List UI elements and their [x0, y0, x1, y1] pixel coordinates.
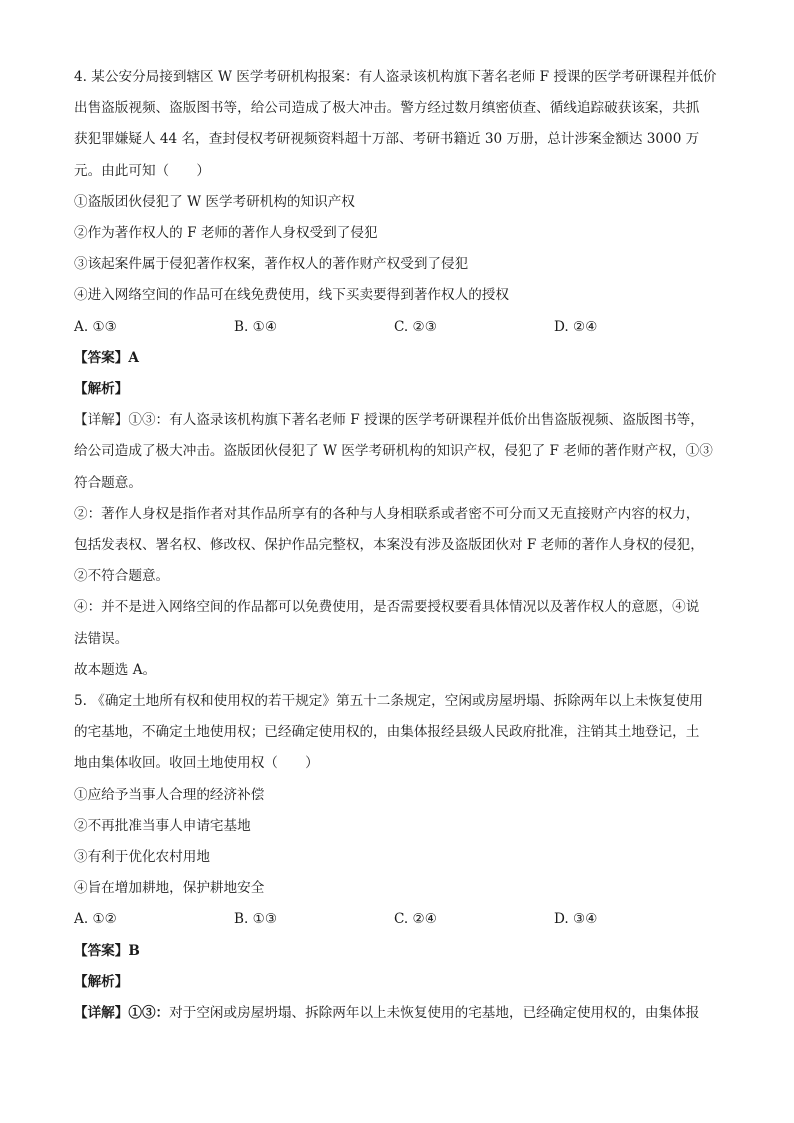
- q4-detail-line: ④：并不是进入网络空间的作品都可以免费使用，是否需要授权要看具体情况以及著作权人的意愿，④说: [74, 599, 700, 616]
- q4-statement-1: ①盗版团伙侵犯了 W 医学考研机构的知识产权: [74, 193, 355, 210]
- q4-detail-line: 法错误。: [74, 630, 129, 647]
- page-content: [74, 62, 724, 1029]
- q4-options: [74, 312, 724, 343]
- q5-detail-line: [74, 998, 724, 1029]
- q4-stem-line: 出售盗版视频、盗版图书等，给公司造成了极大冲击。警方经过数月缜密侦查、循线追踪破获该案，共抓: [74, 100, 700, 117]
- q5-option-a: A. ①②: [74, 911, 117, 928]
- q4-option-c: C. ②③: [394, 318, 437, 335]
- q4-detail-line: ②不符合题意。: [74, 568, 170, 585]
- q5-statement-4: ④旨在增加耕地，保护耕地安全: [74, 880, 265, 897]
- q4-detail-line: ②：著作人身权是指作者对其作品所享有的各种与人身相联系或者密不可分而又无直接财产内容的权力，: [74, 505, 700, 522]
- q4-detail-line: 给公司造成了极大冲击。盗版团伙侵犯了 W 医学考研机构的知识产权，侵犯了 F 老师的著作财产权，①③: [74, 443, 713, 460]
- q4-stem-line: 元。由此可知（ ）: [74, 162, 210, 179]
- q5-option-b: B. ①③: [234, 911, 278, 928]
- question-5: [74, 686, 724, 1029]
- q5-detail-text: 对于空闲或房屋坍塌、拆除两年以上未恢复使用的宅基地，已经确定使用权的，由集体报: [169, 1005, 700, 1022]
- q5-stem-line: 5. 《确定土地所有权和使用权的若干规定》第五十二条规定，空闲或房屋坍塌、拆除两年以上未恢复使用: [74, 693, 704, 710]
- q5-detail-label: 【详解】①③：: [74, 1005, 170, 1022]
- q4-statement-4: ④进入网络空间的作品可在线免费使用，线下买卖要得到著作权人的授权: [74, 287, 509, 304]
- q5-answer: 【答案】B: [74, 942, 140, 959]
- q5-stem-line: 的宅基地，不确定土地使用权；已经确定使用权的，由集体报经县级人民政府批准，注销其土地登记，土: [74, 724, 700, 741]
- q5-options: [74, 904, 724, 935]
- q4-detail-line: 包括发表权、署名权、修改权、保护作品完整权，本案没有涉及盗版团伙对 F 老师的著作人身权的侵犯，: [74, 537, 704, 554]
- q4-answer: 【答案】A: [74, 349, 139, 366]
- q5-analysis-label: 【解析】: [74, 973, 129, 990]
- q4-statement-3: ③该起案件属于侵犯著作权案，著作权人的著作财产权受到了侵犯: [74, 256, 469, 273]
- q4-detail-line: 符合题意。: [74, 474, 142, 491]
- q4-stem-line: 获犯罪嫌疑人 44 名，查封侵权考研视频资料超十万部、考研书籍近 30 万册，总计涉案金额达 3000 万: [74, 131, 700, 148]
- q5-statement-3: ③有利于优化农村用地: [74, 849, 210, 866]
- q4-option-b: B. ①④: [234, 318, 278, 335]
- q4-analysis-label: 【解析】: [74, 381, 129, 398]
- q4-option-d: D. ②④: [554, 318, 598, 335]
- q5-statement-2: ②不再批准当事人申请宅基地: [74, 817, 251, 834]
- q5-option-d: D. ③④: [554, 911, 598, 928]
- q4-detail-line: 【详解】①③：有人盗录该机构旗下著名老师 F 授课的医学考研课程并低价出售盗版视频、盗版图书等，: [74, 412, 704, 429]
- q5-option-c: C. ②④: [394, 911, 437, 928]
- q5-statement-1: ①应给予当事人合理的经济补偿: [74, 786, 265, 803]
- q4-option-a: A. ①③: [74, 318, 117, 335]
- q4-statement-2: ②作为著作权人的 F 老师的著作人身权受到了侵犯: [74, 225, 378, 242]
- question-4: [74, 62, 724, 686]
- q4-detail-line: 故本题选 A。: [74, 661, 157, 678]
- q5-stem-line: 地由集体收回。收回土地使用权（ ）: [74, 755, 319, 772]
- q4-stem-line: 4. 某公安分局接到辖区 W 医学考研机构报案：有人盗录该机构旗下著名老师 F 授课的医学考研课程并低价: [74, 69, 717, 85]
